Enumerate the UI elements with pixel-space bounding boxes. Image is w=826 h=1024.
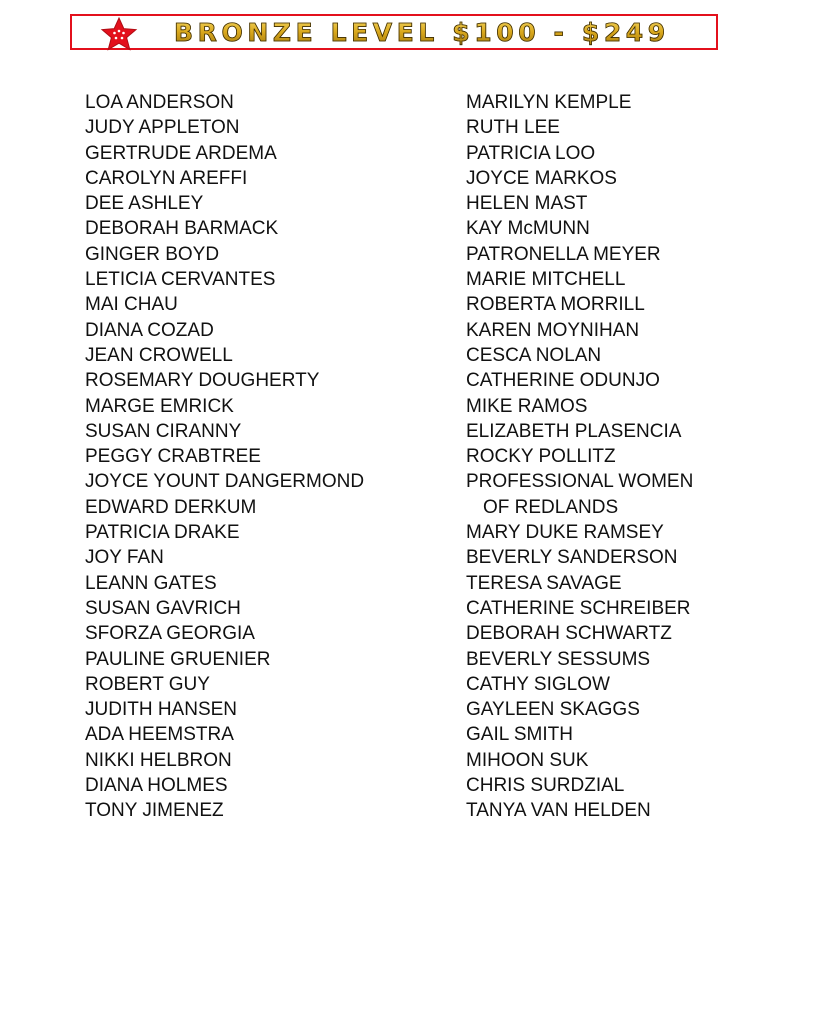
donor-name: BEVERLY SANDERSON <box>466 547 678 569</box>
donor-name: ROCKY POLLITZ <box>466 446 616 468</box>
donor-name: CATHY SIGLOW <box>466 673 610 695</box>
donor-name: KAREN MOYNIHAN <box>466 319 640 341</box>
donor-name: GAIL SMITH <box>466 724 573 746</box>
donor-name: SUSAN CIRANNY <box>85 420 242 442</box>
donor-name: EDWARD DERKUM <box>85 496 257 518</box>
donor-name: SFORZA GEORGIA <box>85 623 255 645</box>
donor-name: LETICIA CERVANTES <box>85 269 276 291</box>
donor-name: ADA HEEMSTRA <box>85 724 234 746</box>
donor-name: ROSEMARY DOUGHERTY <box>85 370 320 392</box>
donor-name: LEANN GATES <box>85 572 217 594</box>
donor-name: CATHERINE SCHREIBER <box>466 597 691 619</box>
donor-name: DIANA HOLMES <box>85 775 228 797</box>
donor-name: JOY FAN <box>85 547 164 569</box>
donor-name: CHRIS SURDZIAL <box>466 775 625 797</box>
donor-name: LOA ANDERSON <box>85 92 234 113</box>
donor-name: JEAN CROWELL <box>85 344 233 366</box>
donor-name: HELEN MAST <box>466 193 588 215</box>
donor-name: JOYCE YOUNT DANGERMOND <box>85 471 365 493</box>
donor-name: MARY DUKE RAMSEY <box>466 522 664 544</box>
donor-name: DIANA COZAD <box>85 319 214 341</box>
donor-name: TERESA SAVAGE <box>466 572 622 594</box>
donor-name: DEBORAH SCHWARTZ <box>466 623 672 645</box>
donor-name: PATRONELLA MEYER <box>466 243 661 265</box>
donor-name: JUDY APPLETON <box>85 117 240 139</box>
donor-name: RUTH LEE <box>466 117 560 139</box>
donor-list-right <box>466 90 766 824</box>
donor-name: CAROLYN AREFFI <box>85 167 248 189</box>
donor-name: TANYA VAN HELDEN <box>466 800 651 822</box>
donor-name: MAI CHAU <box>85 294 178 316</box>
donor-list-left <box>85 90 415 824</box>
donor-name: MIKE RAMOS <box>466 395 588 417</box>
donor-name: KAY McMUNN <box>466 218 590 240</box>
donor-name: TONY JIMENEZ <box>85 800 224 822</box>
donor-name: ROBERTA MORRILL <box>466 294 645 316</box>
donor-name: JUDITH HANSEN <box>85 699 238 721</box>
donor-name: GERTRUDE ARDEMA <box>85 142 277 164</box>
donor-name: MARILYN KEMPLE <box>466 92 632 113</box>
banner-title: BRONZE LEVEL $100 - $249 <box>174 16 670 52</box>
level-banner <box>70 14 718 50</box>
donor-name: CATHERINE ODUNJO <box>466 370 660 392</box>
donor-name: CESCA NOLAN <box>466 344 602 366</box>
donor-name: OF REDLANDS <box>483 496 619 518</box>
donor-name: PATRICIA DRAKE <box>85 522 240 544</box>
donor-name: JOYCE MARKOS <box>466 167 617 189</box>
donor-name: MARIE MITCHELL <box>466 269 626 291</box>
donor-name: PAULINE GRUENIER <box>85 648 271 670</box>
star-icon <box>98 17 140 51</box>
donor-name: BEVERLY SESSUMS <box>466 648 651 670</box>
donor-name: DEBORAH BARMACK <box>85 218 279 240</box>
donor-name: ROBERT GUY <box>85 673 210 695</box>
donor-name: MARGE EMRICK <box>85 395 234 417</box>
donor-name: GINGER BOYD <box>85 243 220 265</box>
donor-name: GAYLEEN SKAGGS <box>466 699 640 721</box>
donor-name: MIHOON SUK <box>466 749 589 771</box>
donor-name: SUSAN GAVRICH <box>85 597 241 619</box>
donor-name: PATRICIA LOO <box>466 142 596 164</box>
donor-name: NIKKI HELBRON <box>85 749 232 771</box>
donor-name: PEGGY CRABTREE <box>85 446 261 468</box>
donor-name: ELIZABETH PLASENCIA <box>466 420 682 442</box>
donor-name: DEE ASHLEY <box>85 193 204 215</box>
donor-name: PROFESSIONAL WOMEN <box>466 471 694 493</box>
